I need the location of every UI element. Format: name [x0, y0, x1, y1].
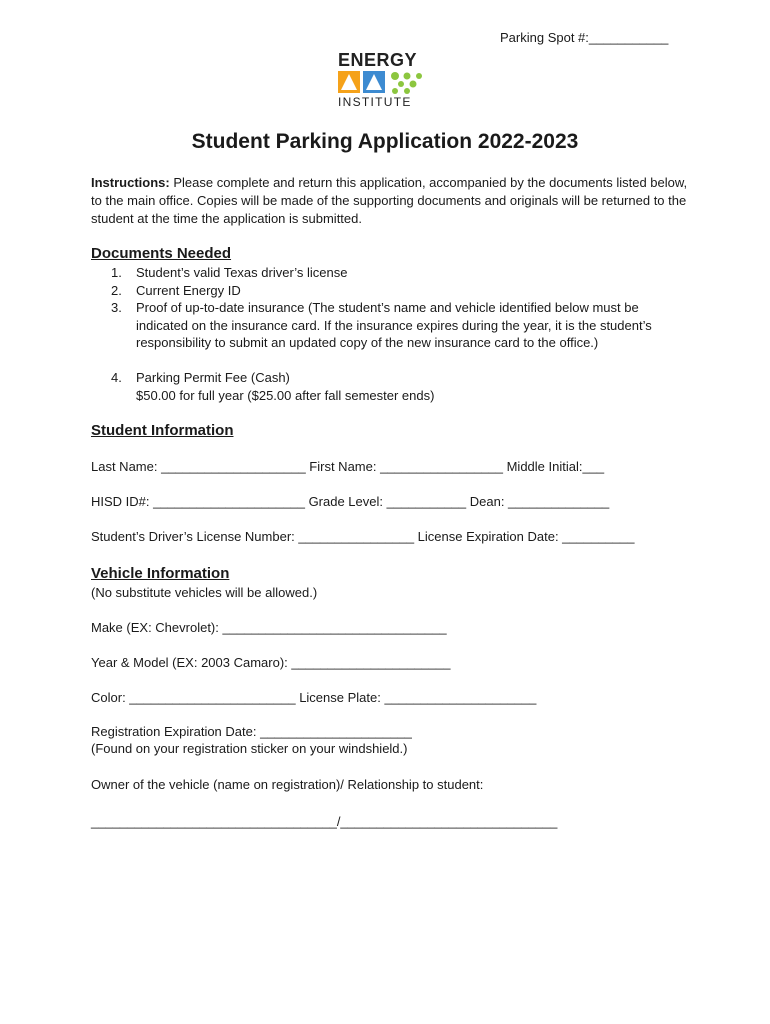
student-info-heading: Student Information	[91, 422, 234, 439]
page-title: Student Parking Application 2022-2023	[191, 130, 579, 153]
owner-relationship-field[interactable]: __________________________________/______________________________	[91, 814, 558, 829]
owner-label: Owner of the vehicle (name on registration)/ Relationship to student:	[91, 777, 484, 792]
vehicle-info-heading: Vehicle Information	[91, 565, 230, 582]
registration-expiration-field[interactable]: Registration Expiration Date: _____________________	[91, 724, 412, 739]
energy-institute-logo	[334, 50, 430, 112]
student-id-fields[interactable]: HISD ID#: _____________________ Grade Level: ___________ Dean: ______________	[91, 494, 610, 509]
logo-graphic-icon	[338, 70, 428, 96]
instructions-text: Please complete and return this application, accompanied by the documents listed below, to the main office. Copies will be made of the supporting documents and originals will be returned to the student at the time the application is submitted.	[91, 175, 688, 226]
documents-list: 1. Student’s valid Texas driver’s license 2. Current Energy ID 3. Proof of up-to-date insurance (The student’s name and vehicle identified below must be indicated on the insurance card. If the insurance expires during the year, it is the student’s responsibility to submit an updated copy of the new insurance card to the office.) 4. Parking Permit Fee (Cash) $50.00 for full year ($25.00 after fall semester ends)	[111, 265, 652, 403]
documents-heading: Documents Needed	[91, 245, 232, 262]
vehicle-make-field[interactable]: Make (EX: Chevrolet): _______________________________	[91, 620, 447, 635]
registration-note: (Found on your registration sticker on your windshield.)	[91, 741, 408, 756]
instructions-label: Instructions:	[91, 175, 170, 190]
vehicle-note: (No substitute vehicles will be allowed.)	[91, 585, 318, 600]
vehicle-year-model-field[interactable]: Year & Model (EX: 2003 Camaro): ______________________	[91, 655, 451, 670]
logo-text-institute: INSTITUTE	[338, 95, 412, 109]
parking-spot-field: Parking Spot #:___________	[500, 30, 669, 45]
instructions-paragraph	[91, 174, 691, 228]
logo-text-energy: ENERGY	[338, 50, 418, 70]
student-name-fields[interactable]: Last Name: ____________________ First Name: _________________ Middle Initial:___	[91, 459, 605, 474]
vehicle-color-plate-fields[interactable]: Color: _______________________ License Plate: _____________________	[91, 690, 537, 705]
student-license-fields[interactable]: Student’s Driver’s License Number: ________________ License Expiration Date: __________	[91, 529, 635, 544]
